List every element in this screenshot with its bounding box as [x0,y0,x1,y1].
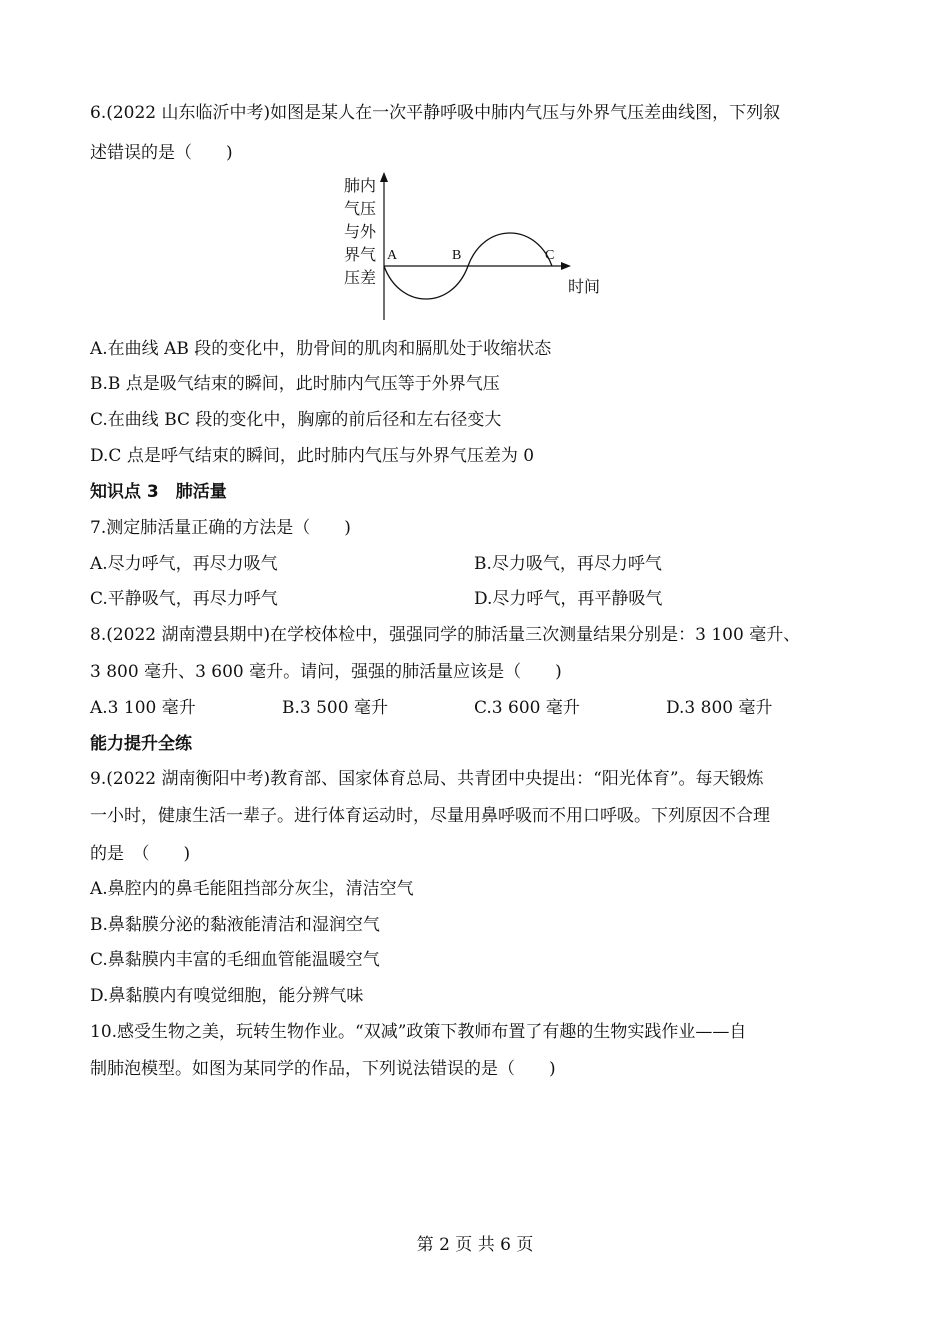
page-footer: 第 2 页 共 6 页 [416,1235,534,1255]
section-heading-lung-capacity: 知识点 3 肺活量 [90,482,227,502]
q9-stem-line2: 一小时，健康生活一辈子。进行体育运动时，尽量用鼻呼吸而不用口呼吸。下列原因不合理 [90,806,770,826]
q9-option-c: C.鼻黏膜内丰富的毛细血管能温暖空气 [90,950,380,970]
q8-stem-line2: 3 800 毫升、3 600 毫升。请问，强强的肺活量应该是（ ) [90,662,562,682]
q10-stem-line1: 10.感受生物之美，玩转生物作业。“双减”政策下教师布置了有趣的生物实践作业——自 [90,1022,747,1042]
q9-stem-line3: 的是 （ ) [90,844,191,864]
q7-option-c: C.平静吸气，再尽力呼气 [90,589,278,609]
q10-stem-line2: 制肺泡模型。如图为某同学的作品，下列说法错误的是（ ) [90,1059,556,1079]
y-label-line-3: 与外 [344,222,377,241]
q8-option-a: A.3 100 毫升 [90,698,196,718]
point-c-label: C [545,248,555,263]
q6-option-a: A.在曲线 AB 段的变化中，肋骨间的肌肉和膈肌处于收缩状态 [90,339,552,359]
q6-stem-line2: 述错误的是（ ) [90,143,233,163]
q9-option-a: A.鼻腔内的鼻毛能阻挡部分灰尘，清洁空气 [90,879,414,899]
y-label-line-1: 肺内 [344,176,377,195]
x-axis-arrow [561,262,571,270]
q9-option-b: B.鼻黏膜分泌的黏液能清洁和湿润空气 [90,915,380,935]
point-b-label: B [452,248,462,263]
q7-stem: 7.测定肺活量正确的方法是（ ) [90,518,351,538]
q6-option-d: D.C 点是呼气结束的瞬间，此时肺内气压与外界气压差为 0 [90,446,535,466]
q8-option-b: B.3 500 毫升 [282,698,388,718]
q8-options-row [90,696,870,720]
q7-option-b: B.尽力吸气，再尽力呼气 [474,554,662,574]
point-a-label: A [387,248,398,263]
q6-option-b: B.B 点是吸气结束的瞬间，此时肺内气压等于外界气压 [90,374,500,394]
q6-stem-line1: 6.(2022 山东临沂中考)如图是某人在一次平静呼吸中肺内气压与外界气压差曲线图，下列叙 [90,103,781,123]
y-label-line-2: 气压 [344,199,377,218]
q8-option-c: C.3 600 毫升 [474,698,580,718]
q8-option-d: D.3 800 毫升 [666,698,773,718]
section-heading-ability: 能力提升全练 [90,734,192,754]
pressure-difference-figure [340,170,620,330]
y-axis-label [344,174,388,289]
x-axis-label: 时间 [568,277,601,296]
q8-stem-line1: 8.(2022 湖南澧县期中)在学校体检中，强强同学的肺活量三次测量结果分别是：3 100 毫升、 [90,625,801,645]
q6-option-c: C.在曲线 BC 段的变化中，胸廓的前后径和左右径变大 [90,410,502,430]
y-label-line-5: 压差 [344,268,377,287]
q7-option-a: A.尽力呼气，再尽力吸气 [90,554,278,574]
q9-option-d: D.鼻黏膜内有嗅觉细胞，能分辨气味 [90,986,364,1006]
q7-option-d: D.尽力呼气，再平静吸气 [474,589,663,609]
q9-stem-line1: 9.(2022 湖南衡阳中考)教育部、国家体育总局、共青团中央提出：“阳光体育”。每天锻炼 [90,769,764,789]
y-label-line-4: 界气 [344,245,377,264]
